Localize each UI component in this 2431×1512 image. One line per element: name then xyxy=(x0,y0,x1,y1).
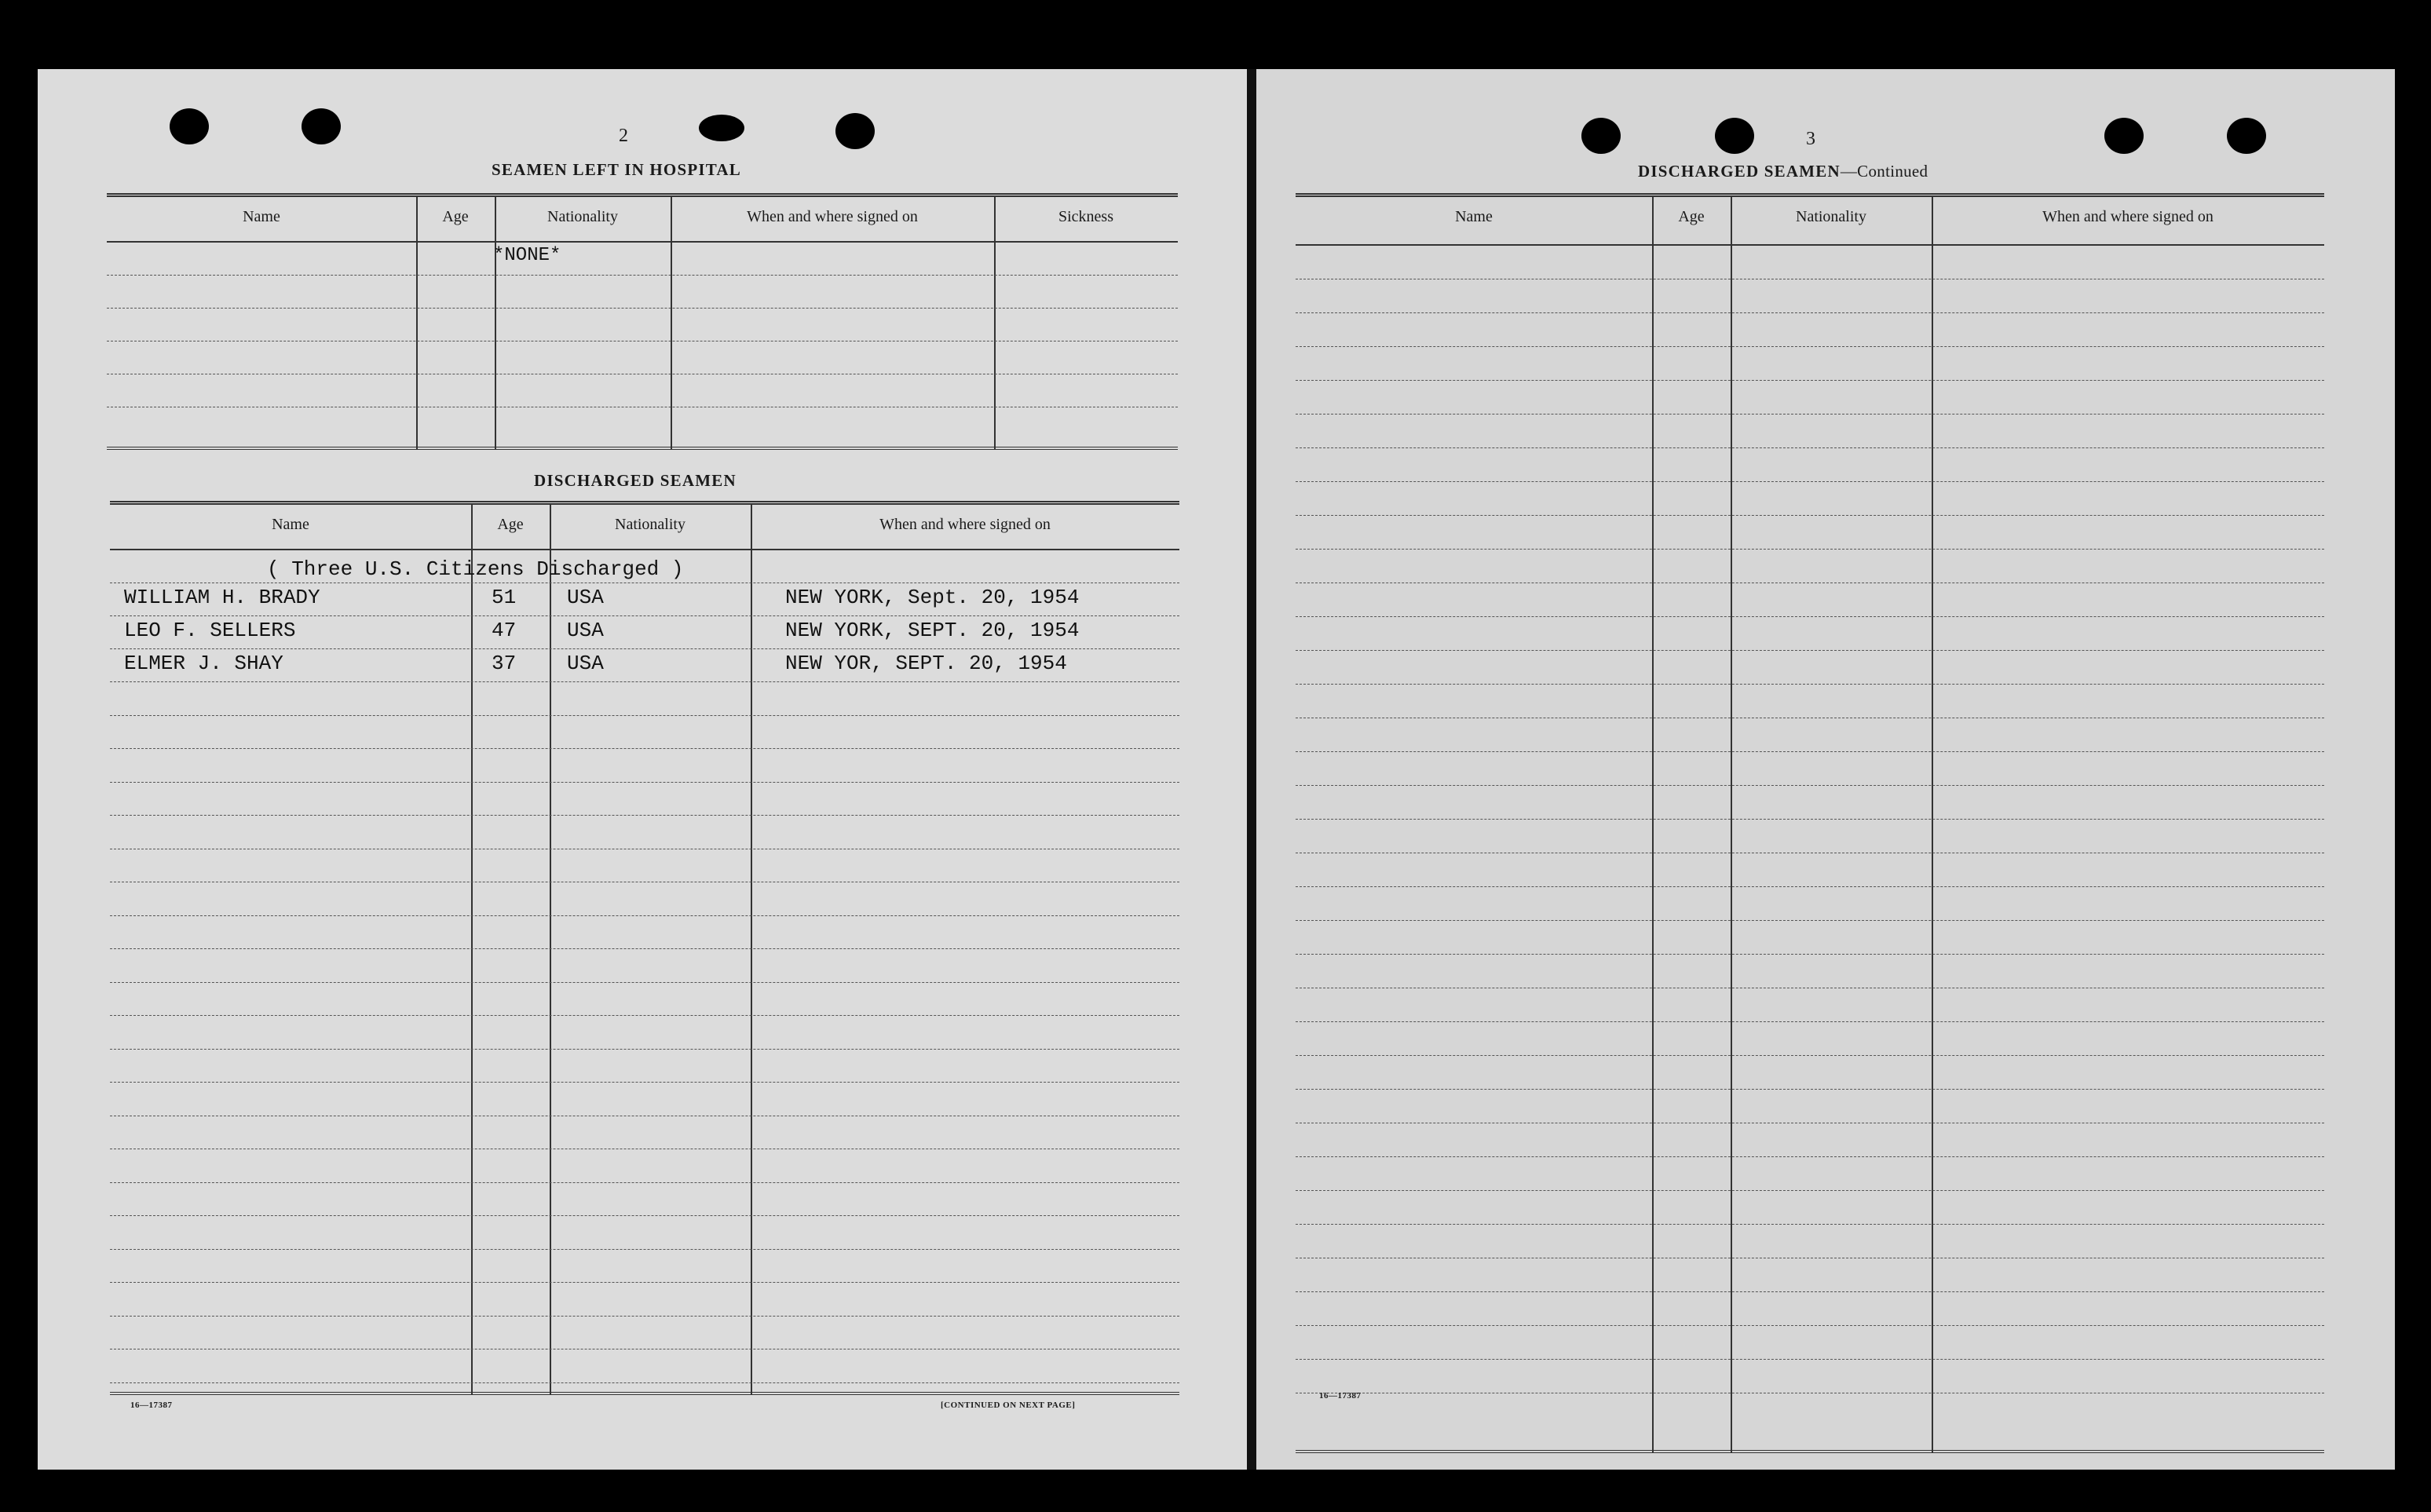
table-row xyxy=(110,1083,1179,1116)
right-page xyxy=(1256,69,2395,1470)
hospital-section-title: SEAMEN LEFT IN HOSPITAL xyxy=(492,160,741,179)
hospital-table xyxy=(107,193,1178,450)
table-row xyxy=(110,1317,1179,1350)
table-row xyxy=(1296,988,2324,1022)
punch-hole xyxy=(170,108,209,144)
table-row xyxy=(1296,415,2324,448)
table-row xyxy=(110,649,1179,682)
seaman-nationality: USA xyxy=(567,586,604,609)
form-number: 16—17387 xyxy=(1319,1391,1362,1401)
page-number: 3 xyxy=(1806,129,1815,149)
hospital-table-header xyxy=(107,197,1178,243)
seaman-name: WILLIAM H. BRADY xyxy=(124,586,320,609)
table-row xyxy=(110,616,1179,649)
page-number: 2 xyxy=(619,126,628,146)
table-row xyxy=(1296,516,2324,550)
table-row xyxy=(1296,786,2324,820)
seaman-signed-on: NEW YORK, Sept. 20, 1954 xyxy=(785,586,1080,609)
table-row xyxy=(110,916,1179,950)
page-gutter xyxy=(1247,69,1256,1470)
table-row xyxy=(110,783,1179,816)
section-title-suffix: —Continued xyxy=(1840,162,1928,181)
seaman-name: ELMER J. SHAY xyxy=(124,652,283,675)
table-row xyxy=(1296,617,2324,651)
table-row xyxy=(1296,347,2324,381)
table-row xyxy=(1296,853,2324,887)
discharged-rows xyxy=(110,550,1179,1383)
punch-hole xyxy=(302,108,341,144)
table-row xyxy=(110,1149,1179,1183)
table-row xyxy=(1296,651,2324,685)
table-row xyxy=(110,550,1179,583)
column-header-nationality: Nationality xyxy=(615,516,685,533)
punch-hole xyxy=(2227,118,2266,154)
table-row xyxy=(1296,1056,2324,1090)
table-row xyxy=(110,1283,1179,1317)
column-header-age: Age xyxy=(442,208,469,225)
table-row xyxy=(107,341,1178,374)
continued-note: [CONTINUED ON NEXT PAGE] xyxy=(941,1401,1076,1410)
seaman-nationality: USA xyxy=(567,652,604,675)
table-row xyxy=(110,983,1179,1017)
table-row xyxy=(1296,1225,2324,1258)
table-row xyxy=(110,1050,1179,1083)
table-row xyxy=(107,309,1178,341)
table-row xyxy=(1296,921,2324,955)
continued-section-title xyxy=(1638,162,1928,181)
column-header-name: Name xyxy=(272,516,309,533)
table-row xyxy=(1296,718,2324,752)
discharge-note: ( Three U.S. Citizens Discharged ) xyxy=(267,557,684,581)
punch-hole xyxy=(1581,118,1621,154)
table-row xyxy=(1296,1090,2324,1123)
table-row xyxy=(1296,887,2324,921)
seaman-signed-on: NEW YORK, SEPT. 20, 1954 xyxy=(785,619,1080,642)
table-row xyxy=(1296,752,2324,786)
table-row xyxy=(1296,820,2324,853)
table-row xyxy=(1296,1123,2324,1157)
table-row xyxy=(1296,1258,2324,1292)
table-row xyxy=(1296,1022,2324,1056)
table-row xyxy=(107,276,1178,309)
form-number: 16—17387 xyxy=(130,1401,173,1410)
column-header-signed-on: When and where signed on xyxy=(747,208,918,225)
table-row xyxy=(110,1116,1179,1150)
table-row xyxy=(1296,1326,2324,1360)
column-header-age: Age xyxy=(497,516,524,533)
table-row xyxy=(110,1250,1179,1284)
punch-hole xyxy=(1715,118,1754,154)
table-row xyxy=(107,243,1178,276)
seaman-name: LEO F. SELLERS xyxy=(124,619,296,642)
seaman-signed-on: NEW YOR, SEPT. 20, 1954 xyxy=(785,652,1067,675)
continued-table-header xyxy=(1296,197,2324,246)
table-row xyxy=(1296,1292,2324,1326)
table-row xyxy=(1296,583,2324,617)
seaman-age: 37 xyxy=(492,652,517,675)
section-title-text: DISCHARGED SEAMEN xyxy=(1638,162,1841,181)
seaman-nationality: USA xyxy=(567,619,604,642)
seaman-age: 47 xyxy=(492,619,517,642)
hospital-none-entry: *NONE* xyxy=(493,245,561,266)
continued-table xyxy=(1296,193,2324,1453)
table-row xyxy=(1296,955,2324,988)
table-row xyxy=(1296,1191,2324,1225)
table-row xyxy=(1296,685,2324,718)
table-row xyxy=(107,407,1178,440)
seaman-age: 51 xyxy=(492,586,517,609)
discharged-table xyxy=(110,501,1179,1395)
column-header-nationality: Nationality xyxy=(547,208,618,225)
table-row xyxy=(110,1016,1179,1050)
table-row xyxy=(110,1216,1179,1250)
table-row xyxy=(110,682,1179,716)
punch-hole xyxy=(699,115,744,141)
column-header-name: Name xyxy=(1455,208,1493,225)
table-row xyxy=(1296,313,2324,347)
table-row xyxy=(110,749,1179,783)
table-row xyxy=(110,716,1179,750)
discharged-table-header xyxy=(110,505,1179,550)
column-header-nationality: Nationality xyxy=(1796,208,1866,225)
table-row xyxy=(110,1183,1179,1217)
punch-hole xyxy=(835,113,875,149)
discharged-section-title: DISCHARGED SEAMEN xyxy=(534,471,737,490)
table-row xyxy=(1296,279,2324,313)
table-row xyxy=(110,949,1179,983)
table-row xyxy=(110,849,1179,883)
hospital-rows xyxy=(107,243,1178,440)
table-row xyxy=(1296,381,2324,415)
table-row xyxy=(110,583,1179,616)
column-header-age: Age xyxy=(1678,208,1705,225)
table-row xyxy=(1296,1157,2324,1191)
continued-rows xyxy=(1296,246,2324,1393)
left-page xyxy=(38,69,1247,1470)
column-header-name: Name xyxy=(243,208,280,225)
table-row xyxy=(110,1349,1179,1383)
column-header-signed-on: When and where signed on xyxy=(2042,208,2213,225)
column-header-sickness: Sickness xyxy=(1058,208,1113,225)
table-row xyxy=(1296,482,2324,516)
column-header-signed-on: When and where signed on xyxy=(879,516,1051,533)
punch-hole xyxy=(2104,118,2144,154)
table-row xyxy=(110,816,1179,849)
table-row xyxy=(1296,550,2324,583)
table-row xyxy=(110,882,1179,916)
table-row xyxy=(1296,1360,2324,1393)
table-row xyxy=(1296,246,2324,279)
table-row xyxy=(1296,448,2324,482)
table-row xyxy=(107,374,1178,407)
